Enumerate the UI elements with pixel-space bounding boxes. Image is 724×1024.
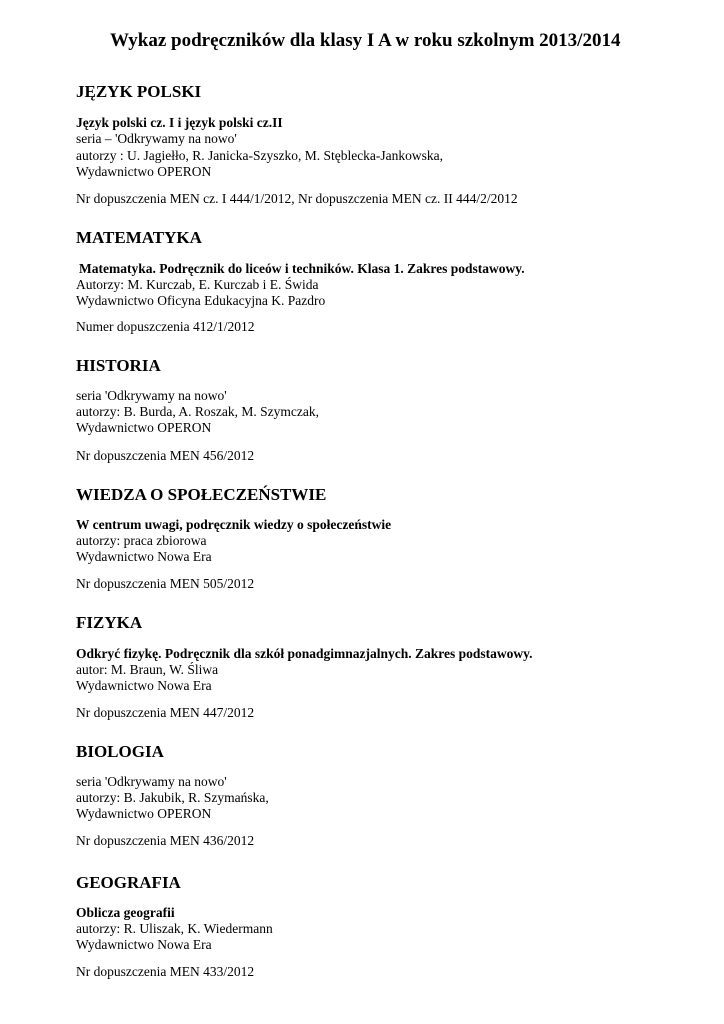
book-publisher: Wydawnictwo Nowa Era <box>76 937 212 952</box>
document-title: Wykaz podręczników dla klasy I A w roku szkolnym 2013/2014 <box>110 30 621 51</box>
book-authors: autorzy: R. Uliszak, K. Wiedermann <box>76 921 273 936</box>
approval-number: Nr dopuszczenia MEN 433/2012 <box>76 964 255 979</box>
book-title-matematyka: Matematyka. Podręcznik do liceów i techników. Klasa 1. Zakres podstawowy. <box>79 261 525 276</box>
section-heading-jezyk-polski: JĘZYK POLSKI <box>76 82 202 101</box>
approval-number: Nr dopuszczenia MEN 436/2012 <box>76 833 255 848</box>
approval-number: Nr dopuszczenia MEN cz. I 444/1/2012, Nr dopuszczenia MEN cz. II 444/2/2012 <box>76 191 518 206</box>
book-series: seria 'Odkrywamy na nowo' <box>76 388 227 403</box>
book-title-wos: W centrum uwagi, podręcznik wiedzy o społeczeństwie <box>76 517 392 532</box>
book-authors: autorzy: B. Burda, A. Roszak, M. Szymczak, <box>76 404 319 419</box>
section-heading-wos: WIEDZA O SPOŁECZEŃSTWIE <box>76 485 327 504</box>
book-publisher: Wydawnictwo Oficyna Edukacyjna K. Pazdro <box>76 293 326 308</box>
section-heading-geografia: GEOGRAFIA <box>76 873 181 892</box>
book-title-fizyka: Odkryć fizykę. Podręcznik dla szkół ponadgimnazjalnych. Zakres podstawowy. <box>76 646 533 661</box>
book-authors: autorzy : U. Jagiełło, R. Janicka-Szyszko, M. Stęblecka-Jankowska, <box>76 148 444 163</box>
approval-number: Nr dopuszczenia MEN 505/2012 <box>76 576 255 591</box>
approval-number: Nr dopuszczenia MEN 456/2012 <box>76 448 255 463</box>
book-publisher: Wydawnictwo Nowa Era <box>76 678 212 693</box>
section-heading-fizyka: FIZYKA <box>76 613 143 632</box>
book-series: seria – 'Odkrywamy na nowo' <box>76 131 237 146</box>
section-heading-matematyka: MATEMATYKA <box>76 228 202 247</box>
book-publisher: Wydawnictwo OPERON <box>76 420 212 435</box>
book-authors: autorzy: praca zbiorowa <box>76 533 207 548</box>
approval-number: Nr dopuszczenia MEN 447/2012 <box>76 705 255 720</box>
approval-number: Numer dopuszczenia 412/1/2012 <box>76 319 255 334</box>
section-heading-historia: HISTORIA <box>76 356 161 375</box>
book-title-jezyk-polski: Język polski cz. I i język polski cz.II <box>76 115 283 130</box>
book-authors: Autorzy: M. Kurczab, E. Kurczab i E. Świda <box>76 277 319 292</box>
book-publisher: Wydawnictwo OPERON <box>76 806 212 821</box>
book-publisher: Wydawnictwo Nowa Era <box>76 549 212 564</box>
book-authors: autorzy: B. Jakubik, R. Szymańska, <box>76 790 269 805</box>
book-authors: autor: M. Braun, W. Śliwa <box>76 662 219 677</box>
book-series: seria 'Odkrywamy na nowo' <box>76 774 227 789</box>
book-publisher: Wydawnictwo OPERON <box>76 164 212 179</box>
book-title-geografia: Oblicza geografii <box>76 905 175 920</box>
section-heading-biologia: BIOLOGIA <box>76 742 164 761</box>
